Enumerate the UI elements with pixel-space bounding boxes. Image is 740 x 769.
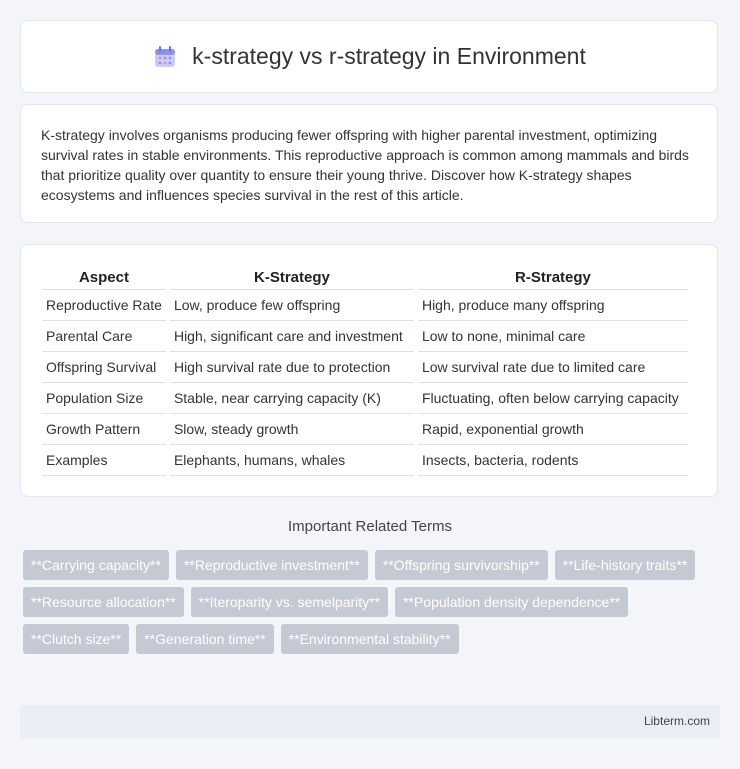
table-cell: Slow, steady growth: [170, 414, 414, 445]
header-card: [20, 20, 718, 93]
footer-site-link[interactable]: Libterm.com: [643, 714, 710, 728]
table-cell: Elephants, humans, whales: [170, 445, 414, 476]
related-terms-list: [23, 550, 723, 654]
column-header-k-strategy: K-Strategy: [170, 263, 414, 290]
table-cell: Examples: [42, 445, 166, 476]
related-term-tag[interactable]: **Carrying capacity**: [23, 550, 169, 580]
related-term-tag[interactable]: **Offspring survivorship**: [375, 550, 548, 580]
table-cell: Stable, near carrying capacity (K): [170, 383, 414, 414]
table-cell: Parental Care: [42, 321, 166, 352]
table-row: [42, 445, 688, 476]
table-cell: Population Size: [42, 383, 166, 414]
calendar-icon: [152, 44, 178, 70]
related-term-tag[interactable]: **Resource allocation**: [23, 587, 184, 617]
table-cell: Low to none, minimal care: [418, 321, 688, 352]
page-title: k-strategy vs r-strategy in Environment: [192, 43, 586, 69]
table-cell: High, significant care and investment: [170, 321, 414, 352]
column-header-r-strategy: R-Strategy: [418, 263, 688, 290]
table-row: [42, 352, 688, 383]
table-cell: High, produce many offspring: [418, 290, 688, 321]
related-term-tag[interactable]: **Life-history traits**: [555, 550, 696, 580]
table-cell: Insects, bacteria, rodents: [418, 445, 688, 476]
comparison-table-card: [20, 244, 718, 497]
footer-bar: [20, 705, 720, 738]
table-row: [42, 290, 688, 321]
table-cell: Reproductive Rate: [42, 290, 166, 321]
related-term-tag[interactable]: **Population density dependence**: [395, 587, 628, 617]
column-header-aspect: Aspect: [42, 263, 166, 290]
comparison-table: [38, 263, 692, 476]
related-term-tag[interactable]: **Environmental stability**: [281, 624, 459, 654]
table-cell: Low survival rate due to limited care: [418, 352, 688, 383]
intro-card: [20, 104, 718, 223]
table-cell: Offspring Survival: [42, 352, 166, 383]
related-term-tag[interactable]: **Reproductive investment**: [176, 550, 368, 580]
related-terms-title: Important Related Terms: [288, 518, 452, 535]
intro-paragraph: K-strategy involves organisms producing fewer offspring with higher parental investment, optimizing survival rates in stable environments. This reproductive approach is common among mammals and birds that prioritize quality over quantity to ensure their young thrive. Discover how K-strategy shapes ecosystems and influences species survival in the rest of this article.: [41, 127, 689, 203]
related-term-tag[interactable]: **Generation time**: [136, 624, 273, 654]
table-row: [42, 414, 688, 445]
table-cell: Low, produce few offspring: [170, 290, 414, 321]
table-row: [42, 321, 688, 352]
table-header-row: [42, 263, 688, 290]
table-cell: Growth Pattern: [42, 414, 166, 445]
related-term-tag[interactable]: **Clutch size**: [23, 624, 129, 654]
table-cell: Fluctuating, often below carrying capacity: [418, 383, 688, 414]
table-cell: High survival rate due to protection: [170, 352, 414, 383]
table-row: [42, 383, 688, 414]
related-term-tag[interactable]: **Iteroparity vs. semelparity**: [191, 587, 388, 617]
table-cell: Rapid, exponential growth: [418, 414, 688, 445]
